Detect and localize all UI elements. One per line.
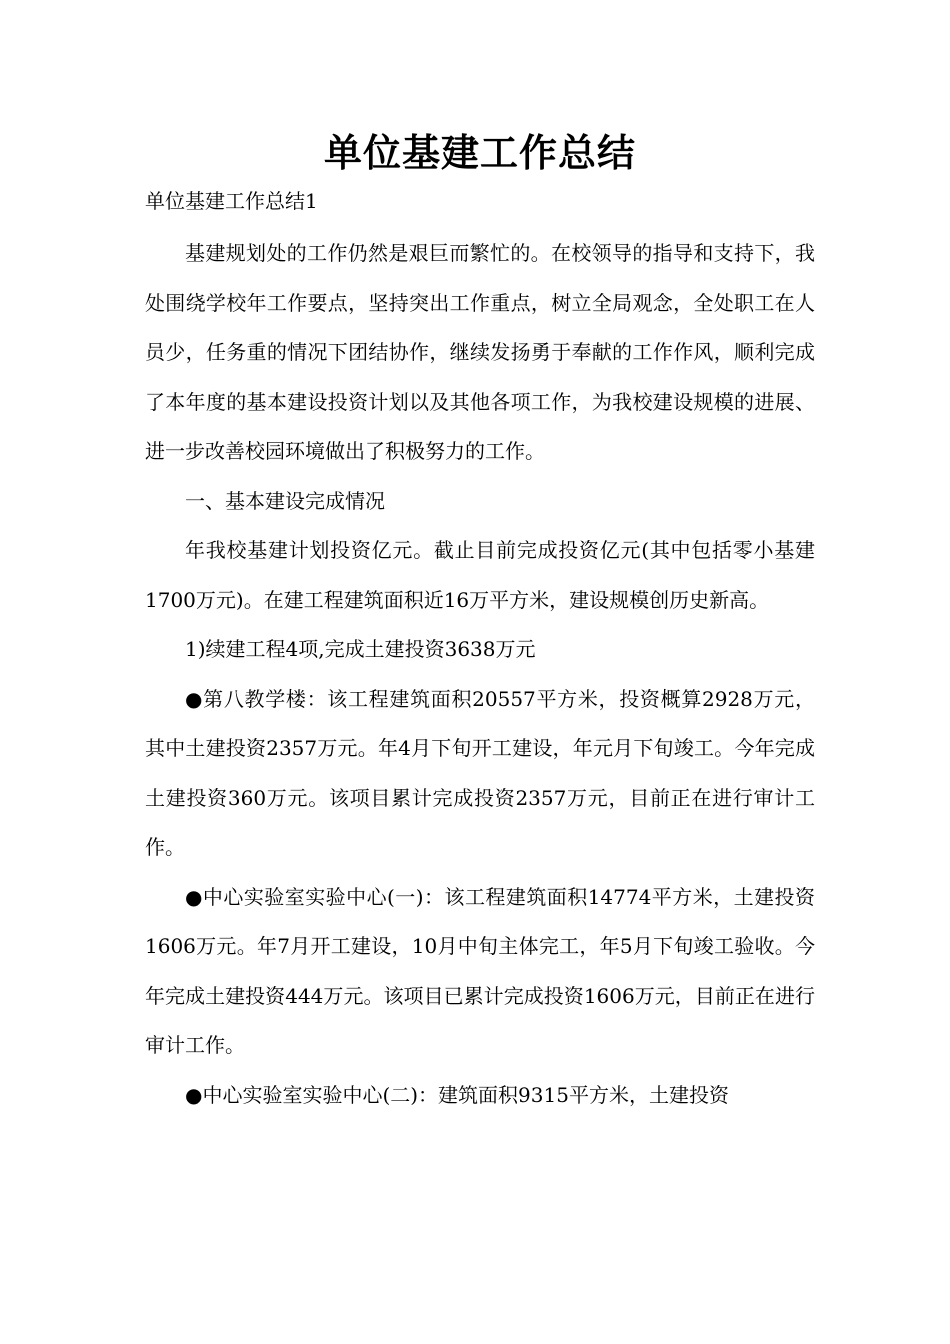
paragraph-investment: 年我校基建计划投资亿元。截止目前完成投资亿元(其中包括零小基建1700万元)。在建工程建筑面积近16万平方米，建设规模创历史新高。 <box>145 538 815 612</box>
document-page <box>145 128 815 1120</box>
paragraph-intro: 基建规划处的工作仍然是艰巨而繁忙的。在校领导的指导和支持下，我处围绕学校年工作要点，坚持突出工作重点，树立全局观念，全处职工在人员少，任务重的情况下团结协作，继续发扬勇于奉献的工作作风，顺利完成了本年度的基本建设投资计划以及其他各项工作，为我校建设规模的进展、进一步改善校园环境做出了积极努力的工作。 <box>145 241 815 463</box>
section-heading: 一、基本建设完成情况 <box>185 488 385 513</box>
document-title: 单位基建工作总结 <box>323 131 636 175</box>
document-subtitle: 单位基建工作总结1 <box>145 189 318 213</box>
bullet-item-lab-center-1: ●中心实验室实验中心(一)：该工程建筑面积14774平方米，土建投资1606万元。年7月开工建设，10月中旬主体完工，年5月下旬竣工验收。今年完成土建投资444万元。该项目已累计完成投资1606万元，目前正在进行审计工作。 <box>145 884 815 1057</box>
bullet-item-lab-center-2: ●中心实验室实验中心(二)：建筑面积9315平方米，土建投资 <box>185 1082 729 1107</box>
bullet-item-teaching-building: ●第八教学楼：该工程建筑面积20557平方米，投资概算2928万元，其中土建投资2357万元。年4月下旬开工建设，年元月下旬竣工。今年完成土建投资360万元。该项目累计完成投资2357万元，目前正在进行审计工作。 <box>145 686 815 859</box>
subsection-heading: 1)续建工程4项,完成土建投资3638万元 <box>185 637 536 661</box>
